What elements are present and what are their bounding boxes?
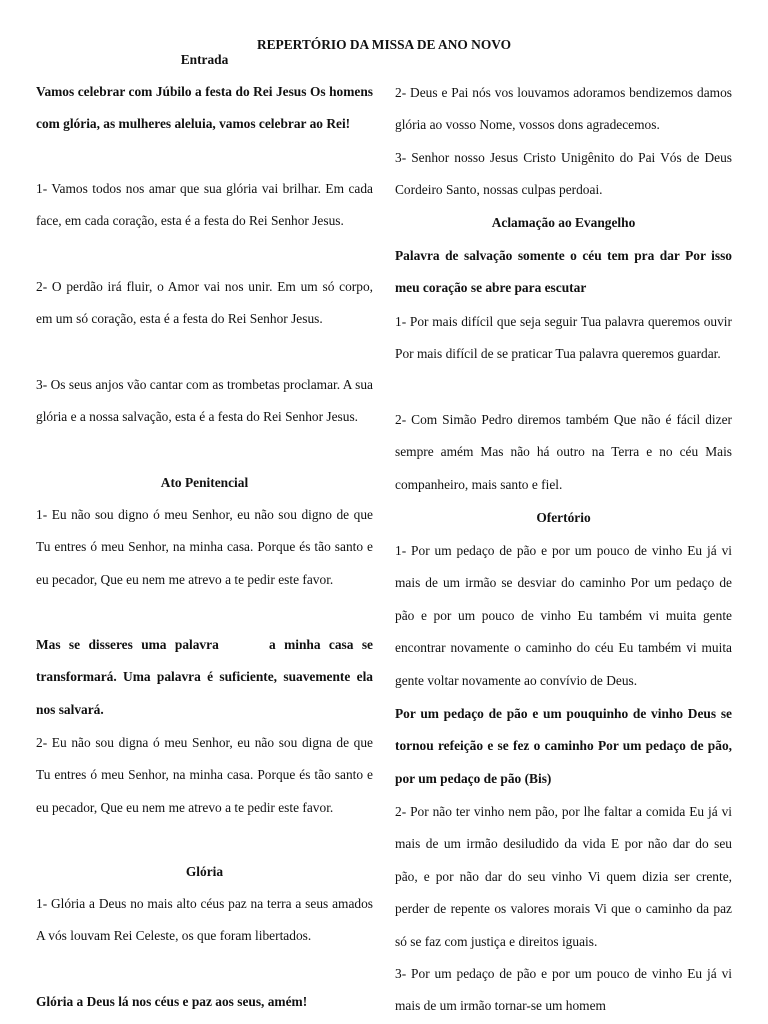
ato-penitencial-refrain: Mas se disseres uma palavra a minha casa se transformará. Uma palavra é suficiente, suavemente ela nos salvará.	[36, 637, 377, 717]
ato-penitencial-verse-2: 2- Eu não sou digna ó meu Senhor, eu não sou digna de que Tu entres ó meu Senhor, na minha casa. Porque és tão santo e eu pecador, Que eu nem me atrevo a te pedir este favor.	[36, 735, 373, 815]
section-heading-ato-penitencial: Ato Penitencial	[160, 475, 249, 490]
section-heading-entrada: Entrada	[180, 52, 229, 67]
gloria-verse-1: 1- Glória a Deus no mais alto céus paz na terra a seus amados A vós louvam Rei Celeste, os que foram libertados.	[36, 896, 373, 944]
section-heading-ofertorio: Ofertório	[536, 510, 591, 525]
gloria-refrain: Glória a Deus lá nos céus e paz aos seus, amém!	[36, 994, 308, 1009]
ofertorio-verse-2: 2- Por não ter vinho nem pão, por lhe faltar a comida Eu já vi mais de um irmão desiludido da vida E por não dar do seu pão, e por não dar do seu vinho Vi quem dizia ser crente, perder de repente os valores morais Vi que o caminho da paz só se faz com justiça e direitos iguais.	[395, 804, 732, 949]
ofertorio-verse-1: 1- Por um pedaço de pão e por um pouco de vinho Eu já vi mais de um irmão se desviar do caminho Por um pedaço de pão e por um pouco de vinho Eu também vi muita gente encontrar novamente o caminho do céu Eu também vi muita gente voltar novamente ao convívio de Deus.	[395, 543, 732, 688]
entrada-refrain: Vamos celebrar com Júbilo a festa do Rei Jesus Os homens com glória, as mulheres aleluia, vamos celebrar ao Rei!	[36, 84, 373, 132]
ato-penitencial-verse-1: 1- Eu não sou digno ó meu Senhor, eu não sou digno de que Tu entres ó meu Senhor, na minha casa. Porque és tão santo e eu pecador, Que eu nem me atrevo a te pedir este favor.	[36, 507, 373, 587]
gloria-verse-3: 3- Senhor nosso Jesus Cristo Unigênito do Pai Vós de Deus Cordeiro Santo, nossas culpas perdoai.	[395, 150, 732, 198]
ofertorio-verse-3: 3- Por um pedaço de pão e por um pouco de vinho Eu já vi mais de um irmão tornar-se um homem	[395, 966, 732, 1014]
page-title: REPERTÓRIO DA MISSA DE ANO NOVO	[256, 37, 512, 52]
entrada-verse-1: 1- Vamos todos nos amar que sua glória vai brilhar. Em cada face, em cada coração, esta é a festa do Rei Senhor Jesus.	[36, 181, 373, 229]
section-heading-gloria: Glória	[185, 864, 224, 879]
entrada-verse-3: 3- Os seus anjos vão cantar com as trombetas proclamar. A sua glória e a nossa salvação, esta é a festa do Rei Senhor Jesus.	[36, 377, 373, 425]
section-heading-aclamacao: Aclamação ao Evangelho	[491, 215, 636, 230]
entrada-verse-2: 2- O perdão irá fluir, o Amor vai nos unir. Em um só corpo, em um só coração, esta é a festa do Rei Senhor Jesus.	[36, 279, 373, 327]
aclamacao-refrain: Palavra de salvação somente o céu tem pra dar Por isso meu coração se abre para escutar	[395, 248, 732, 296]
gloria-verse-2: 2- Deus e Pai nós vos louvamos adoramos bendizemos damos glória ao vosso Nome, vossos dons agradecemos.	[395, 85, 732, 133]
aclamacao-verse-2: 2- Com Simão Pedro diremos também Que não é fácil dizer sempre amém Mas não há outro na Terra e no céu Mais companheiro, mais santo e fiel.	[395, 412, 732, 492]
aclamacao-verse-1: 1- Por mais difícil que seja seguir Tua palavra queremos ouvir Por mais difícil de se praticar Tua palavra queremos guardar.	[395, 314, 732, 362]
ofertorio-refrain: Por um pedaço de pão e um pouquinho de vinho Deus se tornou refeição e se fez o caminho Por um pedaço de pão, por um pedaço de pão (Bis)	[395, 706, 732, 786]
